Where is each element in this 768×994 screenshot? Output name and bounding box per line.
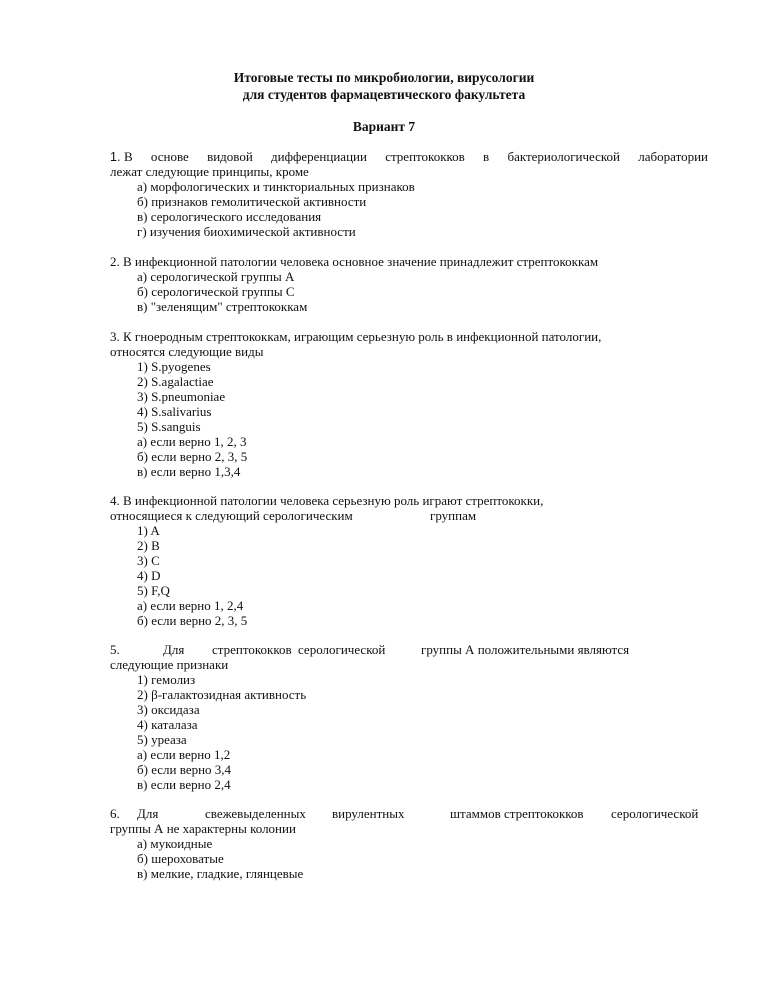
q3-item-1: 1) S.pyogenes [137,359,211,374]
doc-title-line1: Итоговые тесты по микробиологии, вирусологии [233,70,535,85]
q6-option-b: б) шероховатые [137,851,224,866]
q2-option-b: б) серологической группы С [137,284,295,299]
q4-item-5: 5) F,Q [137,583,170,598]
q3-item-4: 4) S.salivarius [137,404,212,419]
q6-number: 6. [110,806,120,821]
doc-title-line2: для студентов фармацевтического факультета [242,87,526,102]
q4-answer-a: а) если верно 1, 2,4 [137,598,244,613]
q4-item-3: 3) C [137,553,160,568]
q1-stem-cont: лежат следующие принципы, кроме [110,164,309,179]
q1-option-d: г) изучения биохимической активности [137,224,356,239]
q3-item-3: 3) S.pneumoniae [137,389,226,404]
q3-item-2: 2) S.agalactiae [137,374,214,389]
q6-stem-word2: свежевыделенных [205,806,306,821]
q5-item-1: 1) гемолиз [137,672,196,687]
q4-stem-cont: относящиеся к следующий серологическим [110,508,353,523]
q5-item-5: 5) уреаза [137,732,187,747]
q5-stem-word1: Для [163,642,185,657]
q3-answer-a: а) если верно 1, 2, 3 [137,434,247,449]
q4-answer-b: б) если верно 2, 3, 5 [137,613,248,628]
q6-stem-word3: вирулентных [332,806,405,821]
q3-item-5: 5) S.sanguis [137,419,201,434]
q4-item-1: 1) A [137,523,160,538]
q3-answer-c: в) если верно 1,3,4 [137,464,241,479]
q1-option-b: б) признаков гемолитической активности [137,194,367,209]
q5-answer-b: б) если верно 3,4 [137,762,232,777]
q2-option-c: в) "зеленящим" стрептококкам [137,299,308,314]
q4-item-2: 2) B [137,538,160,553]
q4-item-4: 4) D [137,568,161,583]
q6-stem-word5: серологической [611,806,699,821]
q6-option-c: в) мелкие, гладкие, глянцевые [137,866,304,881]
q6-stem-word1: Для [137,806,159,821]
q6-stem-word4: штаммов стрептококков [450,806,584,821]
q5-item-2: 2) β-галактозидная активность [137,687,307,702]
q4-stem-groups: группам [430,508,477,523]
variant-title: Вариант 7 [352,119,416,134]
q5-stem-word3: серологической [298,642,386,657]
q1-stem: В основе видовой дифференциации стрептококков в бактериологической лаборатории [124,149,708,164]
q5-item-4: 4) каталаза [137,717,198,732]
q5-stem-word2: стрептококков [212,642,292,657]
q2-stem: 2. В инфекционной патологии человека основное значение принадлежит стрептококкам [110,254,599,269]
q2-option-a: а) серологической группы А [137,269,295,284]
q5-stem-cont: следующие признаки [110,657,229,672]
q5-number: 5. [110,642,120,657]
q6-stem-cont: группы А не характерны колонии [110,821,296,836]
q3-answer-b: б) если верно 2, 3, 5 [137,449,248,464]
q5-answer-c: в) если верно 2,4 [137,777,231,792]
q5-item-3: 3) оксидаза [137,702,200,717]
q5-stem-tail: группы А положительными являются [421,642,630,657]
q1-number: 1. [110,150,121,164]
q1-option-a: а) морфологических и тинкториальных признаков [137,179,415,194]
q5-answer-a: а) если верно 1,2 [137,747,231,762]
q3-stem: 3. К гноеродным стрептококкам, играющим серьезную роль в инфекционной патологии, [110,329,602,344]
q1-option-c: в) серологического исследования [137,209,322,224]
q4-stem: 4. В инфекционной патологии человека серьезную роль играют стрептококки, [110,493,544,508]
q3-stem-cont: относятся следующие виды [110,344,264,359]
q6-option-a: а) мукоидные [137,836,213,851]
